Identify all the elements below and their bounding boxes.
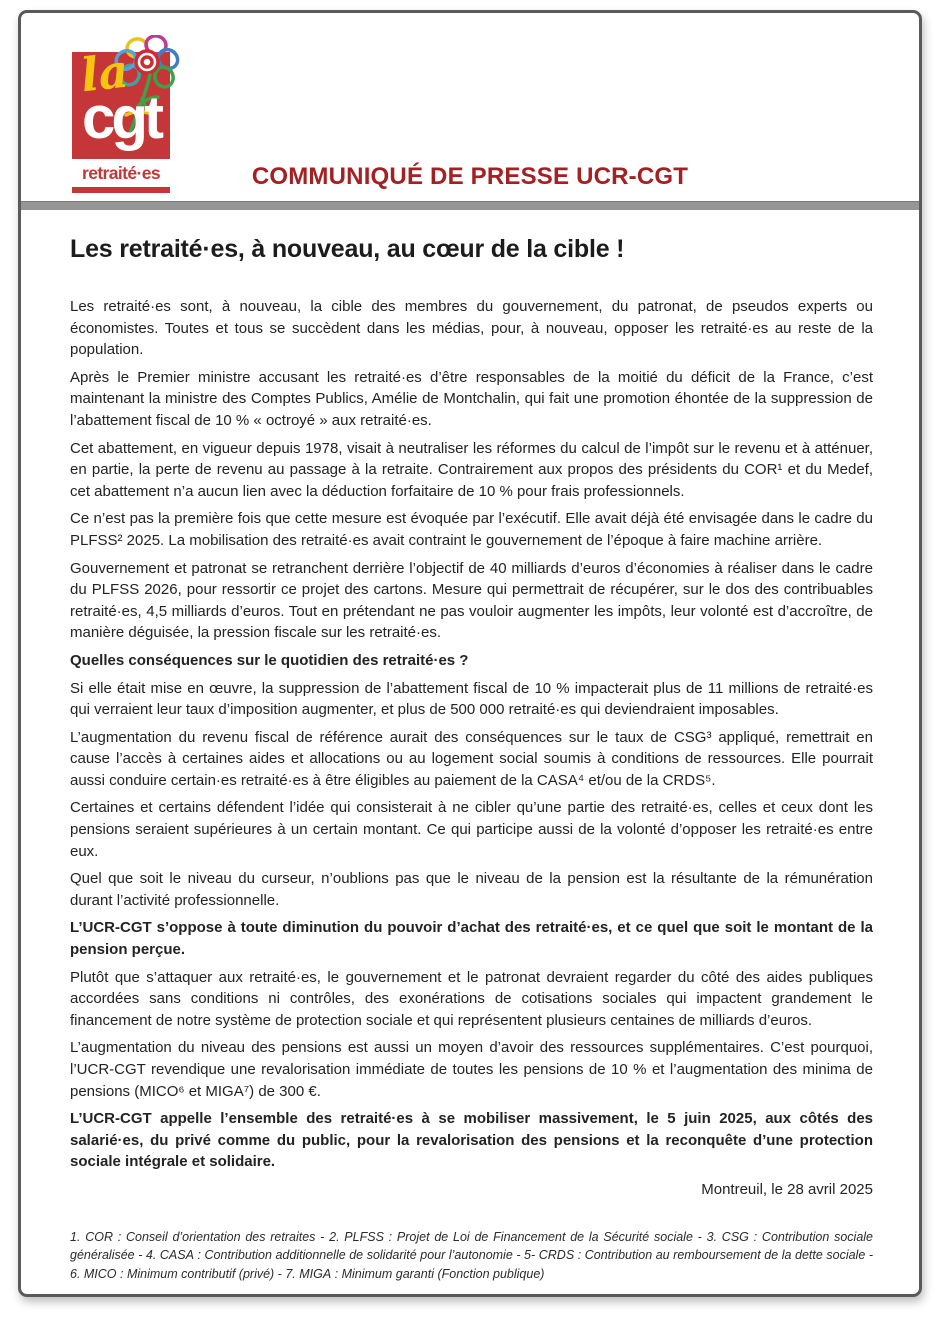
section-heading: Quelles conséquences sur le quotidien des retraité·es ?: [70, 651, 469, 669]
header: [21, 13, 919, 201]
call-to-action-paragraph: L’UCR-CGT appelle l’ensemble des retraité·es à se mobiliser massivement, le 5 juin 2025, aux côtés des salarié·es, du privé comme du public, pour la revalorisation des pensions et la reconquête d’une protection sociale intégrale et solidaire.: [70, 1110, 873, 1171]
paragraph: Quel que soit le niveau du curseur, n’oublions pas que le niveau de la pension est la résultante de la rémunération durant l’activité professionnelle.: [70, 870, 873, 909]
paragraph: Cet abattement, en vigueur depuis 1978, visait à neutraliser les réformes du calcul de l’impôt sur le revenu et à atténuer, en partie, la perte de revenu au passage à la retraite. Contrairement aux propos des présidents du COR¹ et du Medef, cet abattement n’a aucun lien avec la déduction forfaitaire de 10 % pour frais professionnels.: [70, 439, 873, 500]
article-body: [21, 210, 919, 1283]
dateline: Montreuil, le 28 avril 2025: [701, 1180, 873, 1198]
statement-paragraph: L’UCR-CGT s’oppose à toute diminution du pouvoir d’achat des retraité·es, et ce quel que soit le montant de la pension perçue.: [70, 919, 873, 959]
logo-la-script: la: [78, 43, 131, 103]
article-title: Les retraité·es, à nouveau, au cœur de la cible !: [70, 235, 625, 263]
paragraph: Ce n’est pas la première fois que cette mesure est évoquée par l’exécutif. Elle avait déjà été envisagée dans le cadre du PLFSS² 2025. La mobilisation des retraité·es avait contraint le gouvernement de l’époque à faire machine arrière.: [70, 510, 873, 549]
paragraph: Certaines et certains défendent l’idée qui consisterait à ne cibler qu’une partie des retraité·es, celles et ceux dont les pensions seraient supérieures à un certain montant. Ce qui participe aussi de la volonté d’opposer les retraité·es entre eux.: [70, 799, 873, 860]
paragraph: Gouvernement et patronat se retranchent derrière l’objectif de 40 milliards d’euros d’économies à réaliser dans le cadre du PLFSS 2026, pour ressortir ce projet des cartons. Mesure qui permettrait de récupérer, sur le dos des contribuables retraité·es, 4,5 milliards d’euros. Tout en prétendant ne pas vouloir augmenter les impôts, leur volonté est d’accroître, de manière déguisée, la pression fiscale sur les retraité·es.: [70, 559, 873, 642]
paragraph: Les retraité·es sont, à nouveau, la cible des membres du gouvernement, du patronat, de pseudos experts ou économistes. Toutes et tous se succèdent dans les médias, pour, à nouveau, opposer les retraité·es au reste de la population.: [70, 298, 873, 359]
paragraph: L’augmentation du revenu fiscal de référence aurait des conséquences sur le taux de CSG³ appliqué, remettrait en cause l’accès à certaines aides et allocations ou au logement social soumis à conditions de ressources. Elle pourrait aussi conduire certain·es retraité·es à être éligibles au paiement de la CASA⁴ et/ou de la CRDS⁵.: [70, 728, 873, 789]
paragraph: Plutôt que s’attaquer aux retraité·es, le gouvernement et le patronat devraient regarder du côté des aides publiques accordées sans conditions ni contrôles, des exonérations de cotisations sociales qui impactent grandement le financement de notre système de protection sociale et qui représentent plusieurs centaines de milliards d’euros.: [70, 968, 873, 1029]
paragraph: Après le Premier ministre accusant les retraité·es d’être responsables de la moitié du déficit de la France, c’est maintenant la ministre des Comptes Publics, Amélie de Montchalin, qui fait une promotion éhontée de la suppression de l’abattement fiscal de 10 % « octroyé » aux retraité·es.: [70, 368, 873, 429]
press-release-page: [18, 10, 922, 1297]
logo-banner: [72, 159, 170, 187]
logo-cgt-text: cgt: [82, 84, 160, 151]
cgt-logo: [72, 43, 170, 193]
paragraph: Si elle était mise en œuvre, la suppression de l’abattement fiscal de 10 % impacterait plus de 11 millions de retraité·es qui verraient leur taux d’imposition augmenter, et plus de 500 000 retraité·es qui deviendraient imposables.: [70, 679, 873, 719]
footnotes: 1. COR : Conseil d’orientation des retraites - 2. PLFSS : Projet de Loi de Financement de la Sécurité sociale - 3. CSG : Contribution sociale généralisée - 4. CASA : Contribution additionnelle de solidarité pour l’autonomie - 5- CRDS : Contribution au remboursement de la dette sociale - 6. MICO : Minimum contributif (privé) - 7. MIGA : Minimum garanti (Fonction publique): [70, 1229, 873, 1281]
press-release-label: COMMUNIQUÉ DE PRESSE UCR-CGT: [251, 163, 689, 190]
logo-banner-text: retraité·es: [81, 162, 161, 183]
header-divider: [21, 201, 919, 210]
paragraph: L’augmentation du niveau des pensions est aussi un moyen d’avoir des ressources supplémentaires. C’est pourquoi, l’UCR-CGT revendique une revalorisation immédiate de toutes les pensions de 10 % et l’augmentation des minima de pensions (MICO⁶ et MIGA⁷) de 300 €.: [70, 1039, 873, 1100]
